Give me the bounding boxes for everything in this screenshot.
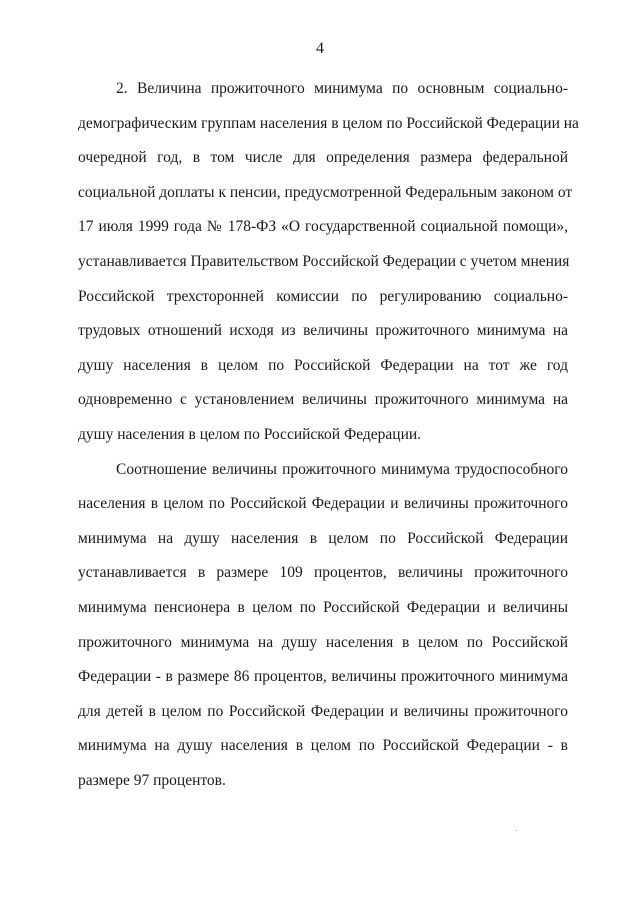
paragraph-line: душу населения в целом по Российской Федерации на тот же год [78,356,568,374]
paragraph-line: минимума на душу населения в целом по Российской Федерации - в [78,737,568,755]
paragraph-line: Федерации - в размере 86 процентов, величины прожиточного минимума [78,668,568,686]
paragraph-line: 2. Величина прожиточного минимума по основным социально- [116,80,568,97]
paragraph-line: демографическим группам населения в целом по Российской Федерации на [78,114,579,132]
paragraph-line: минимума на душу населения в целом по Российской Федерации [78,529,568,547]
paragraph-line: Российской трехсторонней комиссии по регулированию социально- [78,287,568,305]
paragraph-1 [78,72,579,453]
paragraph-line: устанавливается в размере 109 процентов, величины прожиточного [78,564,568,582]
paragraph-line: населения в целом по Российской Федерации и величины прожиточного [78,495,568,513]
paragraph-2 [78,453,568,799]
page-number: 4 [316,40,324,57]
paragraph-line: размере 97 процентов. [78,771,226,789]
document-body [78,72,579,798]
paragraph-line: для детей в целом по Российской Федерации и величины прожиточного [78,702,568,720]
paragraph-line: 17 июля 1999 года № 178-ФЗ «О государственной социальной помощи», [78,218,568,236]
paragraph-line: Соотношение величины прожиточного минимума трудоспособного [116,460,568,478]
paragraph-line: одновременно с установлением величины прожиточного минимума на [78,391,568,409]
paragraph-line: душу населения в целом по Российской Федерации. [78,425,422,443]
paragraph-line: прожиточного минимума на душу населения в целом по Российской [78,633,568,651]
scan-speck [516,830,517,831]
paragraph-line: очередной год, в том числе для определения размера федеральной [78,149,568,167]
paragraph-line: устанавливается Правительством Российской Федерации с учетом мнения [78,252,570,270]
paragraph-line: минимума пенсионера в целом по Российской Федерации и величины [78,598,568,616]
paragraph-line: социальной доплаты к пенсии, предусмотренной Федеральным законом от [78,183,573,201]
paragraph-line: трудовых отношений исходя из величины прожиточного минимума на [78,322,568,340]
